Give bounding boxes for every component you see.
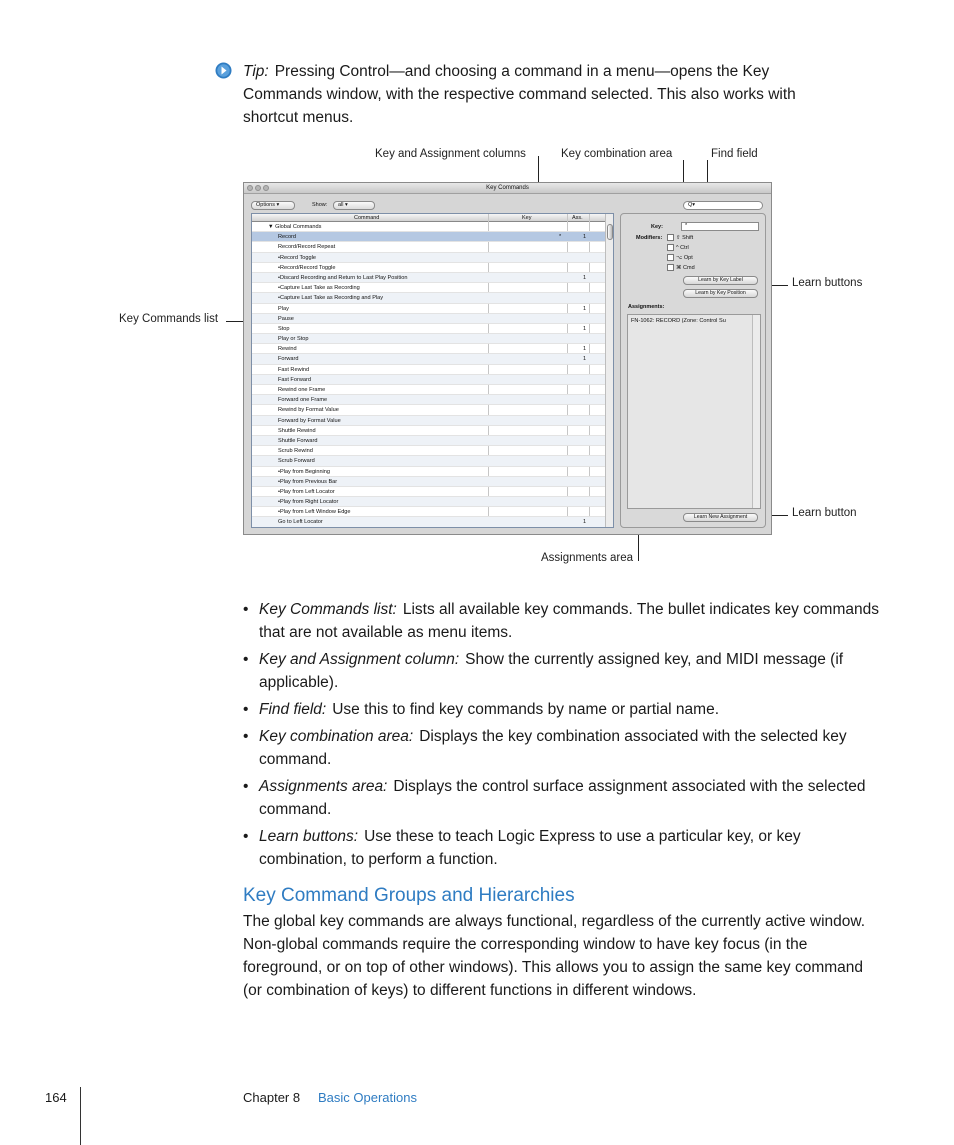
- command-row[interactable]: [252, 477, 607, 487]
- command-name: Play: [278, 305, 289, 312]
- callout-key-assignment-columns: Key and Assignment columns: [375, 148, 526, 160]
- command-name: Forward by Format Value: [278, 417, 341, 424]
- page-number: 164: [45, 1090, 67, 1105]
- command-row[interactable]: [252, 426, 607, 436]
- command-name: •Record/Record Toggle: [278, 264, 336, 271]
- bullet-text: Use these to teach Logic Express to use a particular key, or key combination, to perform a function.: [259, 828, 801, 868]
- command-row[interactable]: [252, 314, 607, 324]
- bullet-text: Displays the key combination associated with the selected key command.: [259, 728, 847, 768]
- assignments-scrollbar[interactable]: [752, 315, 760, 508]
- shift-label: ⇧ Shift: [676, 235, 694, 241]
- key-commands-list[interactable]: [251, 213, 614, 528]
- section-body: The global key commands are always functional, regardless of the currently active window. Non-global commands require the corresponding window to have key focus (in the foreground, or on top of other windows). This allows you to assign the same key command (or combination of keys) to different functions in different windows.: [243, 913, 866, 999]
- learn-new-assignment-button[interactable]: Learn New Assignment: [683, 513, 758, 522]
- footer-divider: [80, 1087, 81, 1145]
- search-icon: Q▾: [688, 202, 696, 208]
- assignments-area[interactable]: [627, 314, 761, 509]
- command-name: Rewind by Format Value: [278, 407, 339, 414]
- assignments-label: Assignments:: [628, 304, 665, 310]
- command-row[interactable]: [252, 222, 607, 232]
- command-name: Scrub Rewind: [278, 448, 313, 455]
- ctrl-checkbox[interactable]: [667, 244, 674, 251]
- command-row[interactable]: [252, 446, 607, 456]
- command-row[interactable]: [252, 385, 607, 395]
- command-row[interactable]: [252, 354, 607, 364]
- tip-label: Tip:: [243, 63, 269, 80]
- command-name: ▼ Global Commands: [268, 224, 322, 230]
- find-field[interactable]: [683, 201, 763, 210]
- command-name: Go to Left Locator: [278, 519, 323, 526]
- bullet-text: Lists all available key commands. The bullet indicates key commands that are not available as menu items.: [259, 601, 879, 641]
- command-row[interactable]: [252, 283, 607, 293]
- command-row[interactable]: [252, 365, 607, 375]
- command-name: Rewind one Frame: [278, 387, 326, 393]
- command-row[interactable]: [252, 405, 607, 415]
- command-assignment: 1: [583, 356, 587, 363]
- feature-bullets: [243, 598, 883, 875]
- command-name: •Play from Left Window Edge: [278, 509, 351, 516]
- show-menu[interactable]: all ▾: [333, 201, 375, 210]
- command-name: Scrub Forward: [278, 458, 315, 465]
- key-field[interactable]: [681, 222, 759, 231]
- command-assignment: 1: [583, 305, 587, 312]
- arrow-right-circle-icon: [215, 62, 232, 79]
- command-row[interactable]: [252, 517, 607, 527]
- callout-key-commands-list: Key Commands list: [119, 313, 219, 325]
- bullet-item: [243, 648, 883, 694]
- modifiers-label: Modifiers:: [636, 235, 663, 241]
- bullet-term: Learn buttons:: [259, 828, 359, 845]
- command-row[interactable]: [252, 375, 607, 385]
- learn-by-key-label-button[interactable]: Learn by Key Label: [683, 276, 758, 285]
- command-name: Stop: [278, 325, 290, 332]
- command-row[interactable]: [252, 253, 607, 263]
- command-name: •Record Toggle: [278, 254, 316, 261]
- options-menu[interactable]: Options ▾: [251, 201, 295, 210]
- opt-label: ⌥ Opt: [676, 255, 693, 261]
- command-row[interactable]: [252, 456, 607, 466]
- bullet-item: [243, 698, 883, 721]
- command-name: Play or Stop: [278, 336, 309, 343]
- learn-by-key-position-button[interactable]: Learn by Key Position: [683, 289, 758, 298]
- command-row[interactable]: [252, 293, 607, 303]
- command-name: Forward one Frame: [278, 397, 328, 404]
- command-row[interactable]: [252, 242, 607, 252]
- command-name: Shuttle Forward: [278, 437, 318, 444]
- ctrl-label: ^ Ctrl: [676, 245, 689, 251]
- command-row[interactable]: [252, 436, 607, 446]
- callout-key-combination-area: Key combination area: [561, 148, 673, 160]
- command-name: •Play from Beginning: [278, 468, 331, 475]
- bullet-text: Displays the control surface assignment associated with the selected command.: [259, 778, 866, 818]
- key-value: *: [685, 223, 688, 229]
- command-assignment: 1: [583, 274, 587, 281]
- bullet-item: [243, 825, 883, 871]
- command-row[interactable]: [252, 395, 607, 405]
- cmd-checkbox[interactable]: [667, 264, 674, 271]
- command-name: Pause: [278, 315, 294, 322]
- command-name: Record: [278, 234, 297, 241]
- command-name: Fast Rewind: [278, 366, 310, 373]
- bullet-term: Assignments area:: [259, 778, 388, 795]
- command-row[interactable]: [252, 497, 607, 507]
- command-row[interactable]: [252, 232, 607, 242]
- window-titlebar: [244, 183, 771, 194]
- tip-text: [243, 60, 843, 129]
- command-row[interactable]: [252, 416, 607, 426]
- show-label: Show:: [312, 202, 328, 208]
- cmd-label: ⌘ Cmd: [676, 265, 695, 271]
- assignment-entry[interactable]: FN-1062: RECORD (Zone: Control Su: [631, 318, 726, 324]
- command-assignment: 1: [583, 234, 587, 241]
- column-assignment[interactable]: Ass.: [572, 215, 583, 221]
- command-row[interactable]: [252, 507, 607, 517]
- command-row[interactable]: [252, 273, 607, 283]
- column-key[interactable]: Key: [522, 215, 532, 221]
- command-name: •Play from Right Locator: [278, 499, 339, 506]
- command-name: •Capture Last Take as Recording: [278, 285, 360, 292]
- list-scrollbar[interactable]: [605, 214, 613, 527]
- key-label: Key:: [651, 224, 663, 230]
- command-row[interactable]: [252, 467, 607, 477]
- bullet-item: [243, 775, 883, 821]
- bullet-item: [243, 725, 883, 771]
- callout-learn-buttons: Learn buttons: [792, 277, 863, 289]
- bullet-term: Key and Assignment column:: [259, 651, 460, 668]
- command-row[interactable]: [252, 304, 607, 314]
- bullet-text: Show the currently assigned key, and MIDI message (if applicable).: [259, 651, 844, 691]
- command-row[interactable]: [252, 344, 607, 354]
- column-command[interactable]: Command: [354, 215, 380, 221]
- callout-learn-button: Learn button: [792, 507, 857, 519]
- show-value: all: [338, 202, 344, 208]
- callout-assignments-area: Assignments area: [541, 552, 634, 564]
- key-commands-window: [243, 182, 772, 535]
- scroll-thumb[interactable]: [607, 224, 613, 240]
- bullet-term: Find field:: [259, 701, 327, 718]
- section-heading: Key Command Groups and Hierarchies: [243, 885, 575, 906]
- options-label: Options: [256, 202, 275, 208]
- window-title: Key Commands: [486, 185, 529, 191]
- chapter-label: Chapter 8: [243, 1090, 301, 1105]
- bullet-term: Key combination area:: [259, 728, 414, 745]
- command-name: •Play from Previous Bar: [278, 478, 338, 485]
- command-rows: [252, 222, 607, 528]
- command-name: Fast Forward: [278, 376, 311, 383]
- command-name: •Capture Last Take as Recording and Play: [278, 295, 384, 302]
- command-row[interactable]: [252, 263, 607, 273]
- command-assignment: 1: [583, 519, 587, 526]
- command-assignment: 1: [583, 325, 587, 332]
- list-header: [252, 214, 607, 222]
- tip-body: Pressing Control—and choosing a command in a menu—opens the Key Commands window, with the respective command selected. This also works with shortcut menus.: [243, 63, 796, 126]
- opt-checkbox[interactable]: [667, 254, 674, 261]
- command-name: Shuttle Rewind: [278, 427, 316, 434]
- chapter-name-link[interactable]: Basic Operations: [318, 1090, 417, 1105]
- command-name: Record/Record Repeat: [278, 244, 336, 251]
- command-assignment: 1: [583, 346, 587, 353]
- shift-checkbox[interactable]: [667, 234, 674, 241]
- command-name: Rewind: [278, 346, 297, 353]
- bullet-term: Key Commands list:: [259, 601, 397, 618]
- callout-find-field: Find field: [711, 148, 758, 160]
- bullet-item: [243, 598, 883, 644]
- command-name: Forward: [278, 356, 299, 363]
- command-row[interactable]: [252, 334, 607, 344]
- command-row[interactable]: [252, 324, 607, 334]
- command-key: *: [559, 234, 562, 241]
- bullet-text: Use this to find key commands by name or partial name.: [332, 701, 720, 718]
- command-name: •Play from Left Locator: [278, 488, 335, 495]
- command-name: •Discard Recording and Return to Last Play Position: [278, 274, 408, 281]
- command-row[interactable]: [252, 487, 607, 497]
